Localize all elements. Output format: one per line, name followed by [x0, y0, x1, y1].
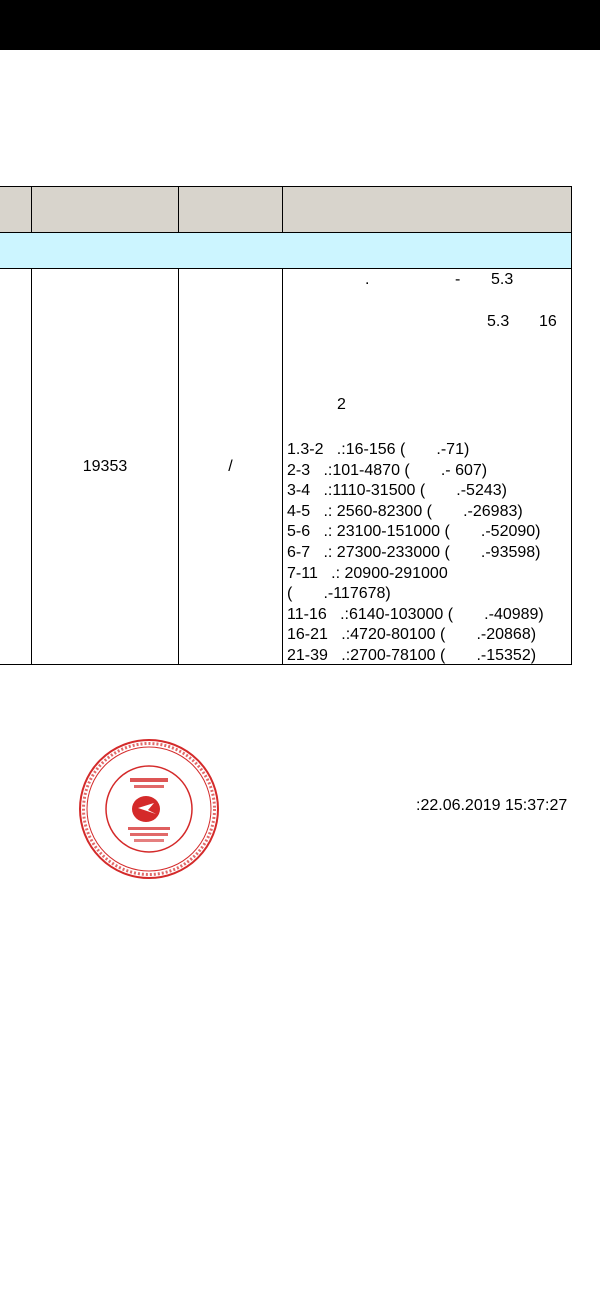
reference-range: 1.3-2 .:16-156 ( .-71): [287, 441, 470, 458]
table-header-row: [0, 187, 572, 233]
desc-num: 2: [337, 396, 346, 413]
print-timestamp: :22.06.2019 15:37:27: [416, 797, 568, 814]
results-table: [0, 186, 572, 665]
desc-dash: -: [455, 271, 461, 288]
reference-range: 16-21 .:4720-80100 ( .-20868): [287, 626, 537, 644]
reference-range: ( .-117678): [287, 585, 391, 603]
desc-num: 5.3: [487, 313, 510, 330]
section-band: [0, 233, 572, 269]
desc-num: 5.3: [491, 271, 514, 288]
header-cell: [179, 187, 283, 233]
desc-dot: .: [365, 271, 370, 288]
header-cell: [283, 187, 572, 233]
section-band-row: [0, 233, 572, 269]
row-label-cell: [0, 269, 32, 665]
header-cell: [32, 187, 179, 233]
reference-ranges: [287, 440, 569, 667]
reference-range: 4-5 .: 2560-82300 ( .-26983): [287, 502, 523, 520]
reference-range: 3-4 .:1110-31500 ( .-5243): [287, 482, 507, 500]
result-value: 19353: [32, 269, 179, 665]
header-cell: [0, 187, 32, 233]
reference-cell: [283, 269, 572, 665]
reference-range: 7-11 .: 20900-291000: [287, 564, 448, 582]
reference-range: 2-3 .:101-4870 ( .- 607): [287, 461, 488, 479]
table-row: [0, 269, 572, 665]
reference-range: 5-6 .: 23100-151000 ( .-52090): [287, 523, 541, 541]
reference-range: 6-7 .: 27300-233000 ( .-93598): [287, 543, 541, 561]
status-bar: [0, 0, 600, 50]
official-stamp: [78, 738, 220, 880]
reference-range: 21-39 .:2700-78100 ( .-15352): [287, 646, 537, 664]
desc-num: 16: [539, 313, 557, 330]
result-unit: /: [179, 269, 283, 665]
reference-range: 11-16 .:6140-103000 ( .-40989): [287, 605, 544, 623]
